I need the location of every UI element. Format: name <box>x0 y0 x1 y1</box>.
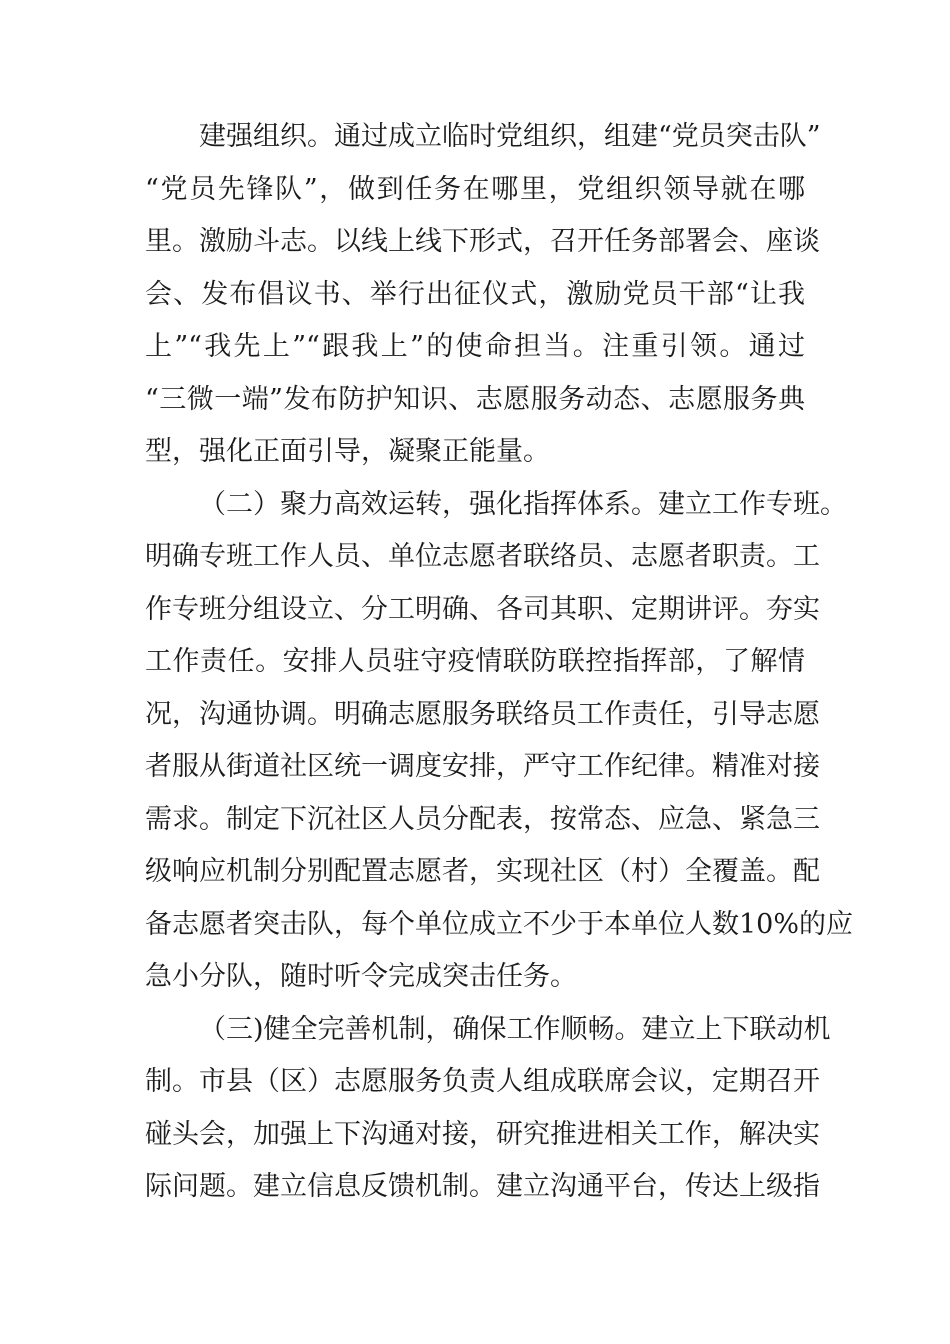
text-line: 碰头会，加强上下沟通对接，研究推进相关工作，解决实 <box>145 1118 820 1150</box>
text-line: （三)健全完善机制，确保工作顺畅。建立上下联动机 <box>199 1013 831 1045</box>
text-line: 型，强化正面引导，凝聚正能量。 <box>145 436 550 467</box>
text-line: 级响应机制分别配置志愿者，实现社区（村）全覆盖。配 <box>145 856 820 887</box>
text-line: 明确专班工作人员、单位志愿者联络员、志愿者职责。工 <box>145 541 820 572</box>
text-line: 需求。制定下沉社区人员分配表，按常态、应急、紧急三 <box>145 803 820 835</box>
paragraph-3 <box>145 1004 831 1214</box>
text-line: 建强组织。通过成立临时党组织，组建“党员突击队” <box>199 121 821 152</box>
text-line: 上”“我先上”“跟我上”的使命担当。注重引领。通过 <box>145 331 805 362</box>
text-line: 会、发布倡议书、举行出征仪式，激励党员干部“让我 <box>145 278 805 310</box>
text-line: 作专班分组设立、分工明确、各司其职、定期讲评。夯实 <box>145 593 820 625</box>
paragraph-2 <box>145 479 854 1004</box>
paragraph-1 <box>145 111 821 479</box>
text-line: “党员先锋队”，做到任务在哪里，党组织领导就在哪 <box>145 173 805 205</box>
text-line: （二）聚力高效运转，强化指挥体系。建立工作专班。 <box>199 488 847 520</box>
text-line: “三微一端”发布防护知识、志愿服务动态、志愿服务典 <box>145 383 805 415</box>
document-body <box>145 111 854 1214</box>
text-line: 急小分队，随时听令完成突击任务。 <box>145 961 577 992</box>
text-line: 况，沟通协调。明确志愿服务联络员工作责任，引导志愿 <box>145 698 820 730</box>
text-line: 制。市县（区）志愿服务负责人组成联席会议，定期召开 <box>145 1066 820 1097</box>
text-line: 者服从街道社区统一调度安排，严守工作纪律。精准对接 <box>145 751 820 782</box>
text-line: 里。激励斗志。以线上线下形式，召开任务部署会、座谈 <box>145 226 820 257</box>
text-line: 际问题。建立信息反馈机制。建立沟通平台，传达上级指 <box>145 1171 820 1202</box>
text-line: 备志愿者突击队，每个单位成立不少于本单位人数10%的应 <box>145 908 854 940</box>
text-line: 工作责任。安排人员驻守疫情联防联控指挥部，了解情 <box>145 646 805 677</box>
